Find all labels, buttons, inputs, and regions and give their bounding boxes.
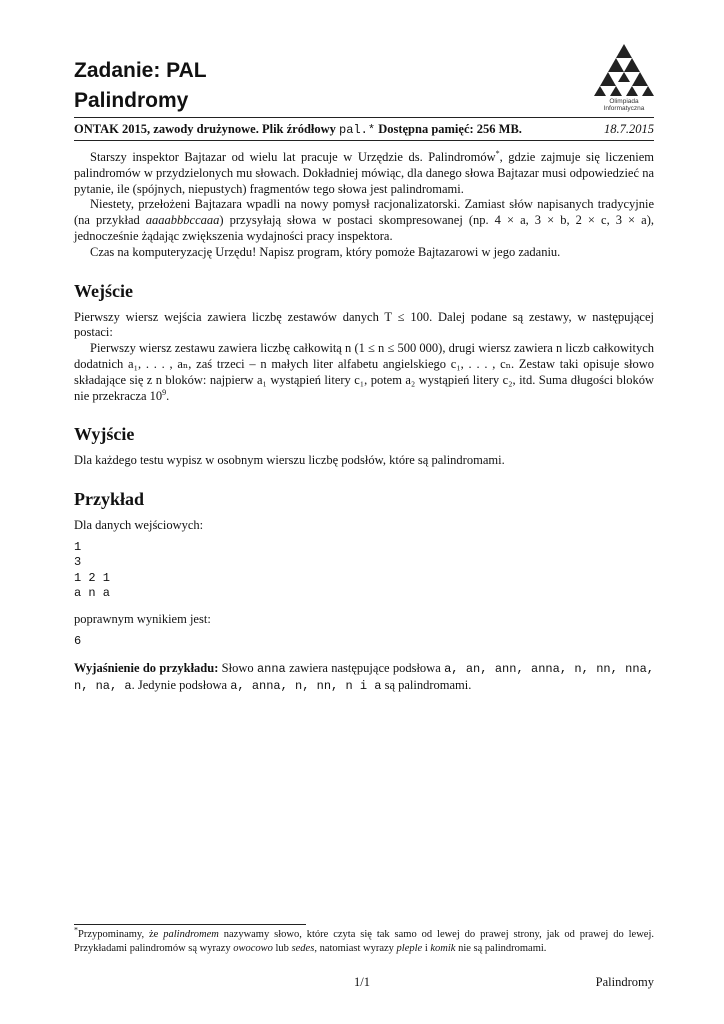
meta-line (74, 122, 654, 137)
logo-caption: Olimpiada Informatyczna (603, 98, 645, 112)
code-line: 6 (74, 633, 82, 648)
example-output (74, 634, 654, 650)
code-line: 3 (74, 555, 82, 570)
output-heading: Wyjście (74, 424, 135, 445)
intro-paragraph-2: Niestety, przełożeni Bajtazara wpadli na nowy pomysł racjonalizatorski. Zamiast słów napisanych tradycyjnie (na przykład aaaabbbccaaa) przysyłają słowa w postaci skompresowanej (np. 4 × a, 3 × b, 2 × c, 3 × a), jednocześnie żądając zwiększenia wydajności pracy inspektora. (74, 197, 654, 243)
intro-paragraph-1: Starszy inspektor Bajtazar od wielu lat pracuje w Urzędzie ds. Palindromów*, gdzie zajmuje się liczeniem palindromów w przydzielonych mu słowach. Dokładniej mówiąc, dla danego słowa Bajtazar musi odpowiedzieć na pytanie, ile (spójnych, niepustych) fragmentów tego słowa jest palindromami. (74, 148, 655, 196)
example-output-label: poprawnym wynikiem jest: (74, 611, 211, 626)
code-line: 1 2 1 (74, 570, 111, 585)
header-rule (74, 117, 654, 118)
task-title: Zadanie: PAL (74, 59, 207, 82)
output-paragraph: Dla każdego testu wypisz w osobnym wierszu liczbę podsłów, które są palindromami. (74, 453, 505, 468)
code-line: a n a (74, 586, 111, 601)
footer-task-name: Palindromy (595, 975, 654, 989)
footnote-rule (74, 924, 306, 925)
date: 18.7.2015 (604, 122, 654, 136)
task-subtitle: Palindromy (74, 89, 189, 112)
meta-rule (74, 140, 654, 141)
example-explanation: Wyjaśnienie do przykładu: Słowo anna zawiera następujące podsłowa a, an, ann, anna, n, nn, nna, n, na, a. Jedynie podsłowa a, anna, n, nn, n i a są palindromami. (74, 661, 654, 694)
memory-limit: Dostępna pamięć: 256 MB. (375, 122, 522, 136)
example-heading: Przykład (74, 489, 144, 510)
input-heading: Wejście (74, 280, 133, 301)
page-number: 1/1 (354, 975, 370, 989)
intro-paragraph-3: Czas na komputeryzację Urzędu! Napisz program, który pomoże Bajtazarowi w jego zadaniu. (90, 244, 561, 259)
footnote: *Przypominamy, że palindromem nazywamy słowo, które czyta się tak samo od lewej do prawej strony, jak od prawej do lewej. Przykładami palindromów są wyrazy owocowo lub sedes, natomiast wyrazy pleple i komik nie są palindromami. (74, 925, 654, 954)
main-content (74, 150, 654, 695)
source-file: pal.* (339, 123, 376, 137)
code-line: 1 (74, 539, 82, 554)
input-paragraph-2: Pierwszy wiersz zestawu zawiera liczbę całkowitą n (1 ≤ n ≤ 500 000), drugi wiersz zawiera n liczb całkowitych dodatnich a₁, . . . , aₙ, zaś trzeci – n małych liter alfabetu angielskiego c₁, . . . , cₙ. Zestaw taki opisuje słowo składające się z n bloków: najpierw a₁ wystąpień litery c₁, potem a₂ wystąpień litery c₂, itd. Suma długości bloków nie przekracza $10^9$. (74, 341, 654, 403)
input-paragraph-1: Pierwszy wiersz wejścia zawiera liczbę zestawów danych T ≤ 100. Dalej podane są zestawy, w następującej postaci: (74, 309, 654, 340)
example-input-label: Dla danych wejściowych: (74, 518, 204, 533)
example-input (74, 540, 654, 602)
title-block (74, 56, 207, 116)
contest-info: ONTAK 2015, zawody drużynowe. Plik źródłowy (74, 122, 340, 136)
